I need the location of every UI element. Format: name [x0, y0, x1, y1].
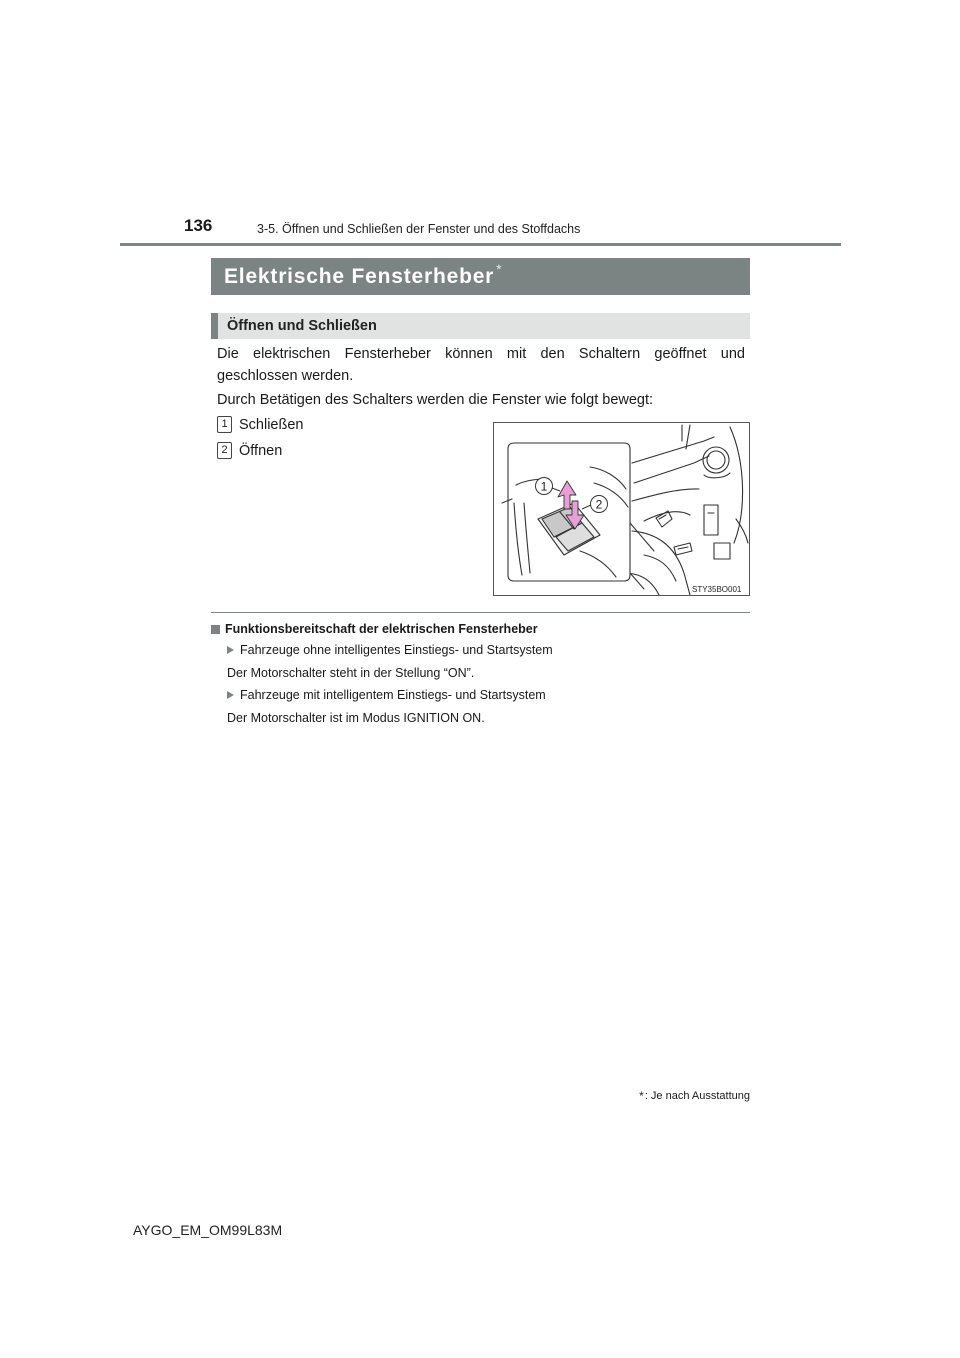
step-number-1: 1 [217, 416, 232, 433]
callout-2: 2 [595, 497, 603, 512]
step-open [217, 442, 282, 459]
footer-document-code: AYGO_EM_OM99L83M [133, 1222, 283, 1238]
step-label-close: Schließen [239, 416, 304, 433]
condition-label-1: Fahrzeuge ohne intelligentes Einstiegs- und Startsystem [240, 643, 553, 657]
title-bar [211, 258, 750, 295]
section-divider [211, 612, 750, 613]
subsection-title: Öffnen und Schließen [227, 318, 377, 334]
header-rule [120, 243, 841, 246]
instruction-paragraph: Durch Betätigen des Schalters werden die Fenster wie folgt bewegt: [217, 392, 654, 408]
availability-star-icon: * [496, 260, 502, 277]
page-number: 136 [184, 216, 213, 235]
condition-text-2: Der Motorschalter ist im Modus IGNITION ON. [227, 711, 485, 725]
note-heading-text: Funktionsbereitschaft der elektrischen Fensterheber [225, 622, 538, 636]
footnote-text: : Je nach Ausstattung [644, 1090, 750, 1102]
step-number-2: 2 [217, 442, 232, 459]
window-switch-drawing [494, 423, 749, 595]
intro-paragraph: Die elektrischen Fensterheber können mit den Schaltern geöffnet und geschlossen werden. [217, 346, 745, 384]
condition-item-1 [227, 643, 553, 657]
condition-item-2 [227, 688, 546, 702]
condition-label-2: Fahrzeuge mit intelligentem Einstiegs- und Startsystem [240, 688, 546, 702]
section-header: 3-5. Öffnen und Schließen der Fenster und des Stoffdachs [257, 222, 581, 236]
square-bullet-icon [211, 625, 220, 634]
illustration-code: STY35BO001 [692, 585, 742, 594]
subsection-bar [211, 313, 750, 339]
note-heading [211, 622, 538, 636]
triangle-bullet-icon [227, 691, 234, 699]
condition-text-1: Der Motorschalter steht in der Stellung “ON”. [227, 666, 475, 680]
footnote [639, 1089, 750, 1103]
footnote-star-icon: * [639, 1089, 644, 1103]
triangle-bullet-icon [227, 646, 234, 654]
callout-1: 1 [540, 479, 548, 494]
step-label-open: Öffnen [239, 442, 283, 459]
window-switch-illustration [493, 422, 750, 596]
step-close [217, 416, 303, 433]
page-title: Elektrische Fensterheber [224, 264, 495, 288]
